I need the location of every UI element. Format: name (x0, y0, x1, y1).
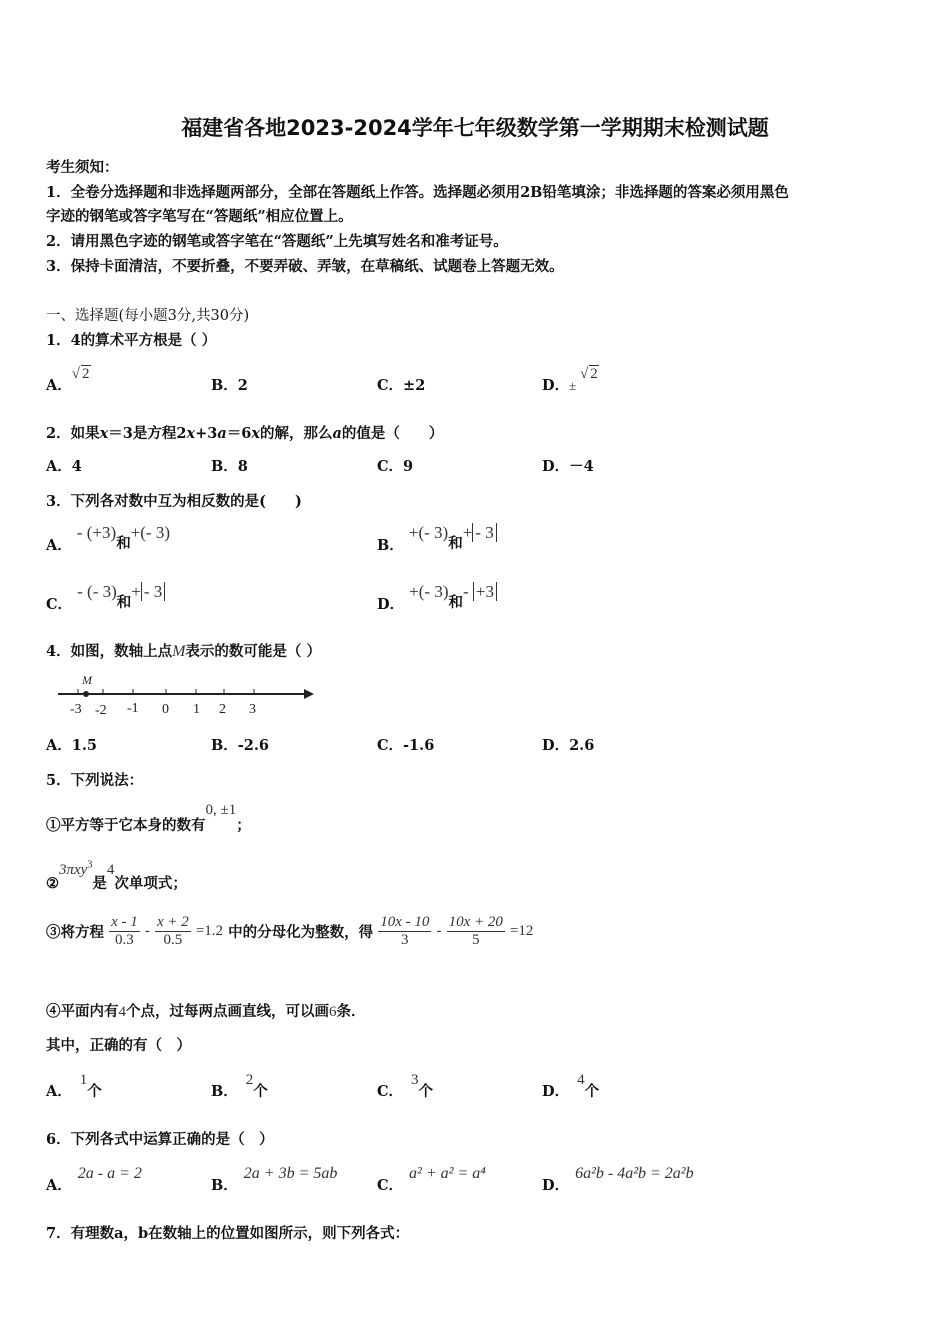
q1-option-d-pm: ± (569, 378, 577, 393)
question-1-stem: 1．4的算术平方根是（ ） (46, 332, 217, 349)
number-line-figure (56, 668, 326, 718)
q1-option-a: A．√ 2 (46, 366, 90, 394)
q6-option-d: D．6a²b - 4a²b = 2a²b (542, 1165, 694, 1194)
q5-statement-3: ③将方程 $\frac{x - 1}{0.3}$ - $\frac{x + 2}{0.5}$ =1.2 中的分母化为整数，得 $\frac{10x - 10}{3}$ - $\frac{10x + 20}{5}$ =12 (46, 914, 534, 948)
section-heading: 一、选择题(每小题3分,共30分) (46, 308, 250, 324)
q5-statement-2: ②3πxy$^3$是4次单项式； (46, 859, 187, 892)
q3-option-a: A． - (+3)和+(- 3) (46, 523, 171, 554)
q5-statement-4: ④平面内有4个点，过每两点画直线，可以画6条． (46, 1003, 366, 1020)
q6-option-c: C．a² + a² = a⁴ (377, 1165, 486, 1194)
question-2-stem: 2．如果x＝3是方程2x+3a＝6x的解，那么a的值是（ ） (46, 425, 444, 442)
notice-line-2: 2．请用黑色字迹的钢笔或答字笔在“答题纸”上先填写姓名和准考证号。 (46, 233, 508, 250)
q1-option-d-label: D． (542, 377, 570, 394)
q5-option-c: C．3个 (377, 1072, 434, 1100)
question-5-stem: 5．下列说法： (46, 772, 144, 789)
q1-option-c-value: ±2 (403, 377, 426, 394)
question-7-stem: 7．有理数a，b在数轴上的位置如图所示，则下列各式： (46, 1225, 410, 1242)
notice-line-1b: 字迹的钢笔或答字笔写在“答题纸”相应位置上。 (46, 208, 353, 225)
q5-conclusion: 其中，正确的有（ ） (46, 1037, 191, 1054)
q6-option-a: A．2a - a = 2 (46, 1165, 142, 1194)
tick-label: 3 (249, 702, 256, 717)
q2-option-c: C．9 (377, 458, 414, 475)
question-4-stem: 4．如图，数轴上点M表示的数可能是（ ） (46, 643, 321, 660)
q4-option-a: A．1.5 (46, 737, 97, 754)
tick-label: -1 (127, 701, 139, 716)
q4-option-b: B．-2.6 (211, 737, 269, 754)
q1-option-a-value: 2 (82, 366, 90, 382)
tick-label: 2 (219, 702, 226, 717)
number-line-arrow (304, 689, 314, 699)
q1-option-b (211, 374, 248, 395)
q5-option-d: D．4个 (542, 1072, 600, 1100)
q1-option-d: D．$_\pm$ √ 2 (542, 366, 598, 394)
point-m (83, 691, 89, 697)
tick-label: -3 (70, 702, 82, 717)
q6-option-b: B．2a + 3b = 5ab (211, 1165, 338, 1194)
notice-line-1: 1．全卷分选择题和非选择题两部分，全部在答题纸上作答。选择题必须用2B铅笔填涂；非选择题的答案必须用黑色 (46, 184, 789, 201)
q3-option-b: B． +(- 3)和+ - 3 (377, 522, 497, 543)
q4-option-d: D．2.6 (542, 737, 595, 754)
q1-option-b-value: 2 (237, 377, 248, 394)
point-m-label: M (82, 673, 92, 687)
question-6-stem: 6．下列各式中运算正确的是（ ） (46, 1131, 274, 1148)
q5-option-a: A．1个 (46, 1072, 102, 1100)
notice-line-3: 3．保持卡面清洁，不要折叠，不要弄破、弄皱，在草稿纸、试题卷上答题无效。 (46, 258, 564, 275)
q2-option-a: A．4 (46, 458, 82, 475)
q2-option-d: D．－4 (542, 458, 594, 475)
tick-label: 1 (193, 702, 200, 717)
question-3-stem: 3．下列各对数中互为相反数的是( ) (46, 493, 302, 510)
q1-option-b-label: B． (211, 377, 238, 394)
page-title: 福建省各地2023-2024学年七年级数学第一学期期末检测试题 (181, 116, 769, 140)
q4-option-c: C．-1.6 (377, 737, 435, 754)
q1-option-c (377, 374, 425, 395)
notice-heading: 考生须知： (46, 159, 119, 176)
q1-option-c-label: C． (377, 377, 404, 394)
q3-option-c: C． - (- 3)和+ - 3 (46, 581, 165, 602)
q5-statement-1: ①平方等于它本身的数有0, ±1； (46, 802, 251, 834)
q3-option-d: D． +(- 3)和- +3 (377, 581, 497, 602)
q1-option-d-value: 2 (590, 366, 598, 382)
q1-option-a-label: A． (46, 377, 72, 394)
q5-option-b: B．2个 (211, 1072, 268, 1100)
q2-option-b: B．8 (211, 458, 248, 475)
tick-label: -2 (95, 703, 107, 718)
tick-label: 0 (162, 702, 169, 717)
